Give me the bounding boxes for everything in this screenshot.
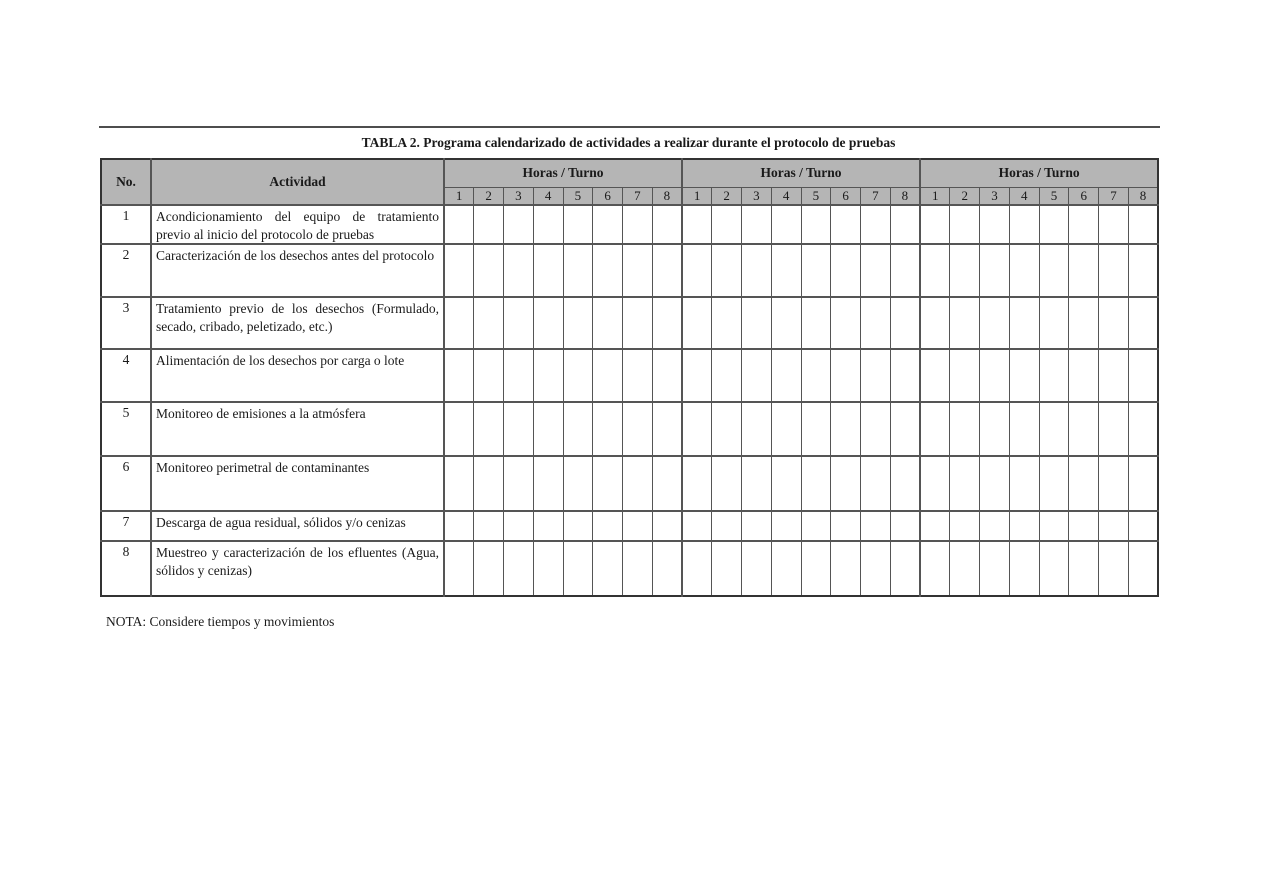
- schedule-cell: [1069, 205, 1099, 244]
- schedule-table-header: [101, 159, 1158, 205]
- row-number-cell: 4: [101, 349, 151, 402]
- schedule-cell: [682, 349, 712, 402]
- schedule-cell: [1099, 541, 1129, 596]
- schedule-cell: [1039, 349, 1069, 402]
- schedule-cell: [563, 205, 593, 244]
- schedule-cell: [682, 541, 712, 596]
- hour-header-cell: 4: [771, 187, 801, 205]
- schedule-cell: [652, 402, 682, 456]
- schedule-cell: [920, 402, 950, 456]
- schedule-cell: [682, 402, 712, 456]
- schedule-cell: [801, 349, 831, 402]
- hour-header-cell: 2: [712, 187, 742, 205]
- schedule-cell: [623, 349, 653, 402]
- column-header-horas-turno-2: Horas / Turno: [682, 159, 920, 187]
- schedule-cell: [474, 297, 504, 349]
- schedule-cell: [623, 244, 653, 297]
- schedule-cell: [712, 205, 742, 244]
- schedule-cell: [920, 244, 950, 297]
- schedule-cell: [1009, 297, 1039, 349]
- schedule-cell: [533, 511, 563, 541]
- note-text: NOTA: Considere tiempos y movimientos: [106, 614, 335, 629]
- row-number-cell: 8: [101, 541, 151, 596]
- schedule-cell: [890, 349, 920, 402]
- schedule-cell: [742, 244, 772, 297]
- schedule-cell: [1009, 402, 1039, 456]
- schedule-cell: [682, 456, 712, 511]
- schedule-cell: [593, 297, 623, 349]
- schedule-cell: [623, 541, 653, 596]
- schedule-cell: [712, 297, 742, 349]
- schedule-cell: [1009, 244, 1039, 297]
- schedule-cell: [861, 541, 891, 596]
- schedule-cell: [593, 541, 623, 596]
- schedule-cell: [652, 511, 682, 541]
- schedule-cell: [504, 541, 534, 596]
- schedule-cell: [593, 511, 623, 541]
- schedule-cell: [771, 456, 801, 511]
- schedule-cell: [1039, 511, 1069, 541]
- row-number-cell: 5: [101, 402, 151, 456]
- schedule-cell: [831, 205, 861, 244]
- schedule-cell: [1128, 205, 1158, 244]
- schedule-cell: [950, 456, 980, 511]
- schedule-cell: [712, 244, 742, 297]
- schedule-cell: [771, 205, 801, 244]
- schedule-cell: [950, 297, 980, 349]
- schedule-cell: [1128, 456, 1158, 511]
- schedule-cell: [474, 244, 504, 297]
- schedule-cell: [980, 244, 1010, 297]
- hour-header-cell: 6: [831, 187, 861, 205]
- hour-header-cell: 7: [861, 187, 891, 205]
- schedule-cell: [1099, 349, 1129, 402]
- schedule-cell: [593, 349, 623, 402]
- hour-header-cell: 2: [474, 187, 504, 205]
- schedule-cell: [980, 511, 1010, 541]
- schedule-cell: [593, 205, 623, 244]
- schedule-cell: [1039, 297, 1069, 349]
- schedule-cell: [504, 205, 534, 244]
- schedule-cell: [712, 349, 742, 402]
- schedule-cell: [593, 244, 623, 297]
- column-header-actividad: Actividad: [151, 159, 444, 205]
- schedule-cell: [950, 205, 980, 244]
- schedule-cell: [682, 244, 712, 297]
- schedule-cell: [504, 297, 534, 349]
- schedule-cell: [920, 511, 950, 541]
- activity-cell: Monitoreo perimetral de contaminantes: [151, 456, 444, 511]
- schedule-cell: [712, 511, 742, 541]
- schedule-cell: [682, 511, 712, 541]
- activity-cell: Muestreo y caracterización de los efluentes (Agua, sólidos y cenizas): [151, 541, 444, 596]
- table-title: TABLA 2. Programa calendarizado de actividades a realizar durante el protocolo de pruebas: [361, 135, 896, 150]
- row-number-cell: 7: [101, 511, 151, 541]
- schedule-cell: [1069, 244, 1099, 297]
- activity-cell: Acondicionamiento del equipo de tratamiento previo al inicio del protocolo de pruebas: [151, 205, 444, 244]
- schedule-cell: [980, 297, 1010, 349]
- schedule-cell: [742, 349, 772, 402]
- schedule-cell: [593, 456, 623, 511]
- schedule-cell: [444, 244, 474, 297]
- schedule-cell: [831, 541, 861, 596]
- schedule-cell: [623, 402, 653, 456]
- schedule-cell: [742, 456, 772, 511]
- schedule-cell: [1069, 511, 1099, 541]
- schedule-cell: [1069, 456, 1099, 511]
- schedule-cell: [652, 205, 682, 244]
- schedule-cell: [623, 456, 653, 511]
- schedule-cell: [980, 205, 1010, 244]
- schedule-cell: [504, 349, 534, 402]
- schedule-cell: [1069, 402, 1099, 456]
- schedule-cell: [742, 541, 772, 596]
- schedule-cell: [623, 205, 653, 244]
- schedule-cell: [533, 456, 563, 511]
- schedule-cell: [1069, 297, 1099, 349]
- schedule-cell: [801, 456, 831, 511]
- schedule-cell: [1039, 402, 1069, 456]
- hour-header-cell: 5: [1039, 187, 1069, 205]
- row-number-cell: 6: [101, 456, 151, 511]
- schedule-cell: [1039, 541, 1069, 596]
- schedule-cell: [950, 402, 980, 456]
- schedule-cell: [771, 541, 801, 596]
- schedule-cell: [444, 456, 474, 511]
- schedule-cell: [1099, 511, 1129, 541]
- schedule-cell: [890, 205, 920, 244]
- schedule-cell: [771, 402, 801, 456]
- schedule-cell: [593, 402, 623, 456]
- schedule-cell: [504, 402, 534, 456]
- hour-header-cell: 8: [890, 187, 920, 205]
- schedule-cell: [563, 456, 593, 511]
- schedule-cell: [1009, 456, 1039, 511]
- table-row: [101, 402, 1158, 456]
- schedule-cell: [682, 297, 712, 349]
- schedule-cell: [861, 511, 891, 541]
- schedule-cell: [920, 349, 950, 402]
- activity-cell: Tratamiento previo de los desechos (Formulado, secado, cribado, peletizado, etc.): [151, 297, 444, 349]
- schedule-cell: [950, 541, 980, 596]
- schedule-cell: [1039, 244, 1069, 297]
- hour-header-cell: 1: [920, 187, 950, 205]
- schedule-cell: [444, 349, 474, 402]
- schedule-cell: [950, 244, 980, 297]
- table-row: [101, 456, 1158, 511]
- row-number-cell: 1: [101, 205, 151, 244]
- schedule-cell: [563, 349, 593, 402]
- schedule-cell: [861, 402, 891, 456]
- row-number-cell: 3: [101, 297, 151, 349]
- schedule-cell: [1099, 456, 1129, 511]
- schedule-table-body: [101, 205, 1158, 596]
- table-row: [101, 297, 1158, 349]
- schedule-cell: [682, 205, 712, 244]
- schedule-cell: [1039, 205, 1069, 244]
- schedule-cell: [1099, 244, 1129, 297]
- row-number-cell: 2: [101, 244, 151, 297]
- schedule-cell: [801, 297, 831, 349]
- schedule-cell: [504, 244, 534, 297]
- hour-header-cell: 6: [1069, 187, 1099, 205]
- schedule-cell: [920, 205, 950, 244]
- schedule-cell: [920, 456, 950, 511]
- table-row: [101, 511, 1158, 541]
- schedule-cell: [712, 402, 742, 456]
- schedule-cell: [533, 541, 563, 596]
- table-row: [101, 205, 1158, 244]
- hour-header-cell: 5: [563, 187, 593, 205]
- schedule-cell: [831, 456, 861, 511]
- schedule-cell: [1009, 541, 1039, 596]
- schedule-cell: [950, 511, 980, 541]
- schedule-cell: [801, 511, 831, 541]
- schedule-cell: [504, 511, 534, 541]
- schedule-cell: [742, 205, 772, 244]
- schedule-cell: [652, 349, 682, 402]
- schedule-cell: [623, 511, 653, 541]
- schedule-cell: [474, 456, 504, 511]
- schedule-cell: [801, 244, 831, 297]
- schedule-cell: [801, 205, 831, 244]
- activity-cell: Alimentación de los desechos por carga o lote: [151, 349, 444, 402]
- schedule-cell: [890, 297, 920, 349]
- schedule-cell: [861, 349, 891, 402]
- schedule-cell: [831, 244, 861, 297]
- schedule-cell: [980, 402, 1010, 456]
- schedule-cell: [980, 349, 1010, 402]
- schedule-cell: [533, 349, 563, 402]
- schedule-table: [100, 158, 1159, 597]
- table-row: [101, 349, 1158, 402]
- schedule-cell: [563, 244, 593, 297]
- hour-header-cell: 8: [652, 187, 682, 205]
- hour-header-cell: 2: [950, 187, 980, 205]
- hour-header-cell: 3: [980, 187, 1010, 205]
- activity-cell: Monitoreo de emisiones a la atmósfera: [151, 402, 444, 456]
- schedule-cell: [1099, 205, 1129, 244]
- column-header-horas-turno-3: Horas / Turno: [920, 159, 1158, 187]
- schedule-cell: [563, 297, 593, 349]
- activity-cell: Descarga de agua residual, sólidos y/o cenizas: [151, 511, 444, 541]
- schedule-cell: [890, 456, 920, 511]
- page-header-rule: [99, 126, 1160, 128]
- schedule-cell: [890, 402, 920, 456]
- schedule-cell: [742, 297, 772, 349]
- schedule-cell: [1069, 349, 1099, 402]
- column-header-horas-turno-1: Horas / Turno: [444, 159, 682, 187]
- schedule-cell: [1128, 297, 1158, 349]
- schedule-cell: [831, 297, 861, 349]
- schedule-cell: [742, 511, 772, 541]
- schedule-cell: [920, 297, 950, 349]
- schedule-cell: [771, 349, 801, 402]
- schedule-cell: [652, 244, 682, 297]
- schedule-cell: [1128, 541, 1158, 596]
- hour-header-cell: 3: [504, 187, 534, 205]
- activity-cell: Caracterización de los desechos antes del protocolo: [151, 244, 444, 297]
- schedule-cell: [980, 456, 1010, 511]
- header-row-groups: [101, 159, 1158, 187]
- schedule-cell: [1069, 541, 1099, 596]
- schedule-cell: [861, 456, 891, 511]
- schedule-cell: [563, 541, 593, 596]
- schedule-cell: [504, 456, 534, 511]
- schedule-cell: [712, 456, 742, 511]
- schedule-cell: [1099, 297, 1129, 349]
- schedule-cell: [890, 511, 920, 541]
- hour-header-cell: 7: [1099, 187, 1129, 205]
- schedule-cell: [801, 402, 831, 456]
- schedule-cell: [444, 541, 474, 596]
- schedule-cell: [831, 402, 861, 456]
- hour-header-cell: 5: [801, 187, 831, 205]
- schedule-cell: [533, 402, 563, 456]
- schedule-cell: [980, 541, 1010, 596]
- schedule-cell: [742, 402, 772, 456]
- hour-header-cell: 3: [742, 187, 772, 205]
- schedule-cell: [444, 205, 474, 244]
- hour-header-cell: 4: [1009, 187, 1039, 205]
- schedule-cell: [1099, 402, 1129, 456]
- schedule-cell: [950, 349, 980, 402]
- schedule-cell: [474, 349, 504, 402]
- schedule-cell: [652, 541, 682, 596]
- schedule-cell: [1128, 349, 1158, 402]
- schedule-cell: [533, 297, 563, 349]
- schedule-cell: [771, 297, 801, 349]
- schedule-cell: [474, 541, 504, 596]
- schedule-cell: [1009, 349, 1039, 402]
- schedule-cell: [474, 205, 504, 244]
- schedule-cell: [563, 402, 593, 456]
- schedule-cell: [890, 244, 920, 297]
- schedule-cell: [444, 297, 474, 349]
- schedule-cell: [712, 541, 742, 596]
- schedule-cell: [652, 297, 682, 349]
- table-row: [101, 541, 1158, 596]
- hour-header-cell: 8: [1128, 187, 1158, 205]
- schedule-cell: [861, 244, 891, 297]
- table-row: [101, 244, 1158, 297]
- schedule-cell: [861, 205, 891, 244]
- schedule-cell: [1009, 205, 1039, 244]
- hour-header-cell: 4: [533, 187, 563, 205]
- schedule-cell: [652, 456, 682, 511]
- schedule-cell: [1128, 511, 1158, 541]
- schedule-cell: [563, 511, 593, 541]
- schedule-cell: [1128, 244, 1158, 297]
- schedule-cell: [771, 244, 801, 297]
- schedule-cell: [1039, 456, 1069, 511]
- schedule-cell: [533, 244, 563, 297]
- schedule-cell: [771, 511, 801, 541]
- column-header-no: No.: [101, 159, 151, 205]
- schedule-cell: [474, 511, 504, 541]
- hour-header-cell: 6: [593, 187, 623, 205]
- schedule-cell: [444, 511, 474, 541]
- schedule-cell: [444, 402, 474, 456]
- schedule-cell: [861, 297, 891, 349]
- schedule-cell: [1128, 402, 1158, 456]
- schedule-cell: [1009, 511, 1039, 541]
- schedule-cell: [474, 402, 504, 456]
- hour-header-cell: 1: [682, 187, 712, 205]
- hour-header-cell: 7: [623, 187, 653, 205]
- hour-header-cell: 1: [444, 187, 474, 205]
- schedule-cell: [623, 297, 653, 349]
- schedule-cell: [890, 541, 920, 596]
- schedule-cell: [920, 541, 950, 596]
- schedule-cell: [801, 541, 831, 596]
- schedule-cell: [831, 349, 861, 402]
- schedule-cell: [533, 205, 563, 244]
- schedule-cell: [831, 511, 861, 541]
